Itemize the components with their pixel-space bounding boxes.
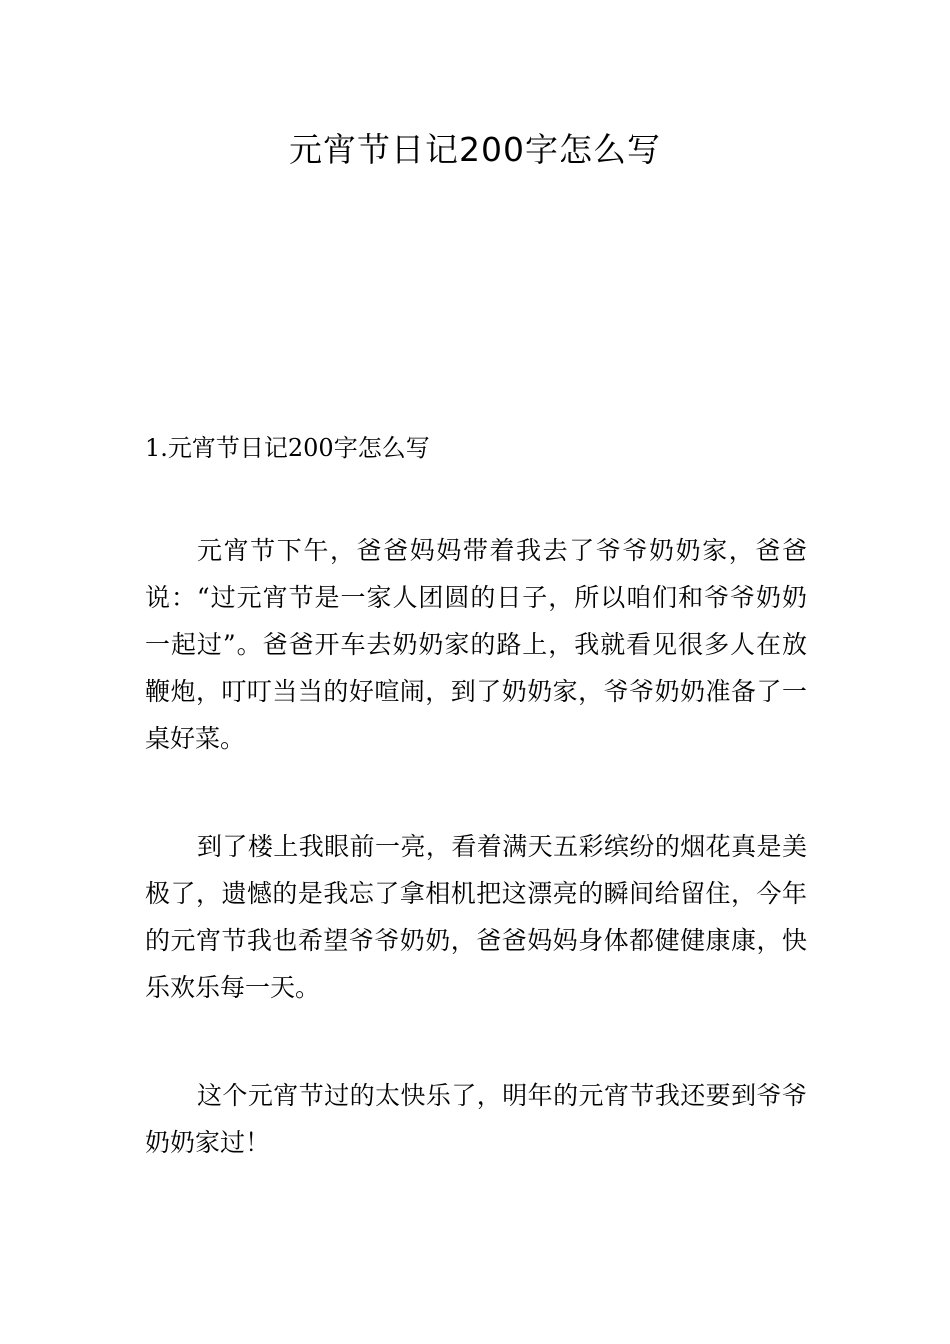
section-heading: 1.元宵节日记200字怎么写	[145, 434, 430, 462]
paragraph-2: 到了楼上我眼前一亮，看着满天五彩缤纷的烟花真是美极了，遗憾的是我忘了拿相机把这漂亮的瞬间给留住，今年的元宵节我也希望爷爷奶奶，爸爸妈妈身体都健健康康，快乐欢乐每一天。	[145, 832, 807, 1002]
paragraph-3: 这个元宵节过的太快乐了，明年的元宵节我还要到爷爷奶奶家过！	[145, 1081, 807, 1157]
paragraph-1: 元宵节下午，爸爸妈妈带着我去了爷爷奶奶家，爸爸说：“过元宵节是一家人团圆的日子，所以咱们和爷爷奶奶一起过”。爸爸开车去奶奶家的路上，我就看见很多人在放鞭炮，叮叮当当的好喧闹，到了奶奶家，爷爷奶奶准备了一桌好菜。	[145, 536, 807, 753]
document-title: 元宵节日记200字怎么写	[289, 130, 661, 169]
